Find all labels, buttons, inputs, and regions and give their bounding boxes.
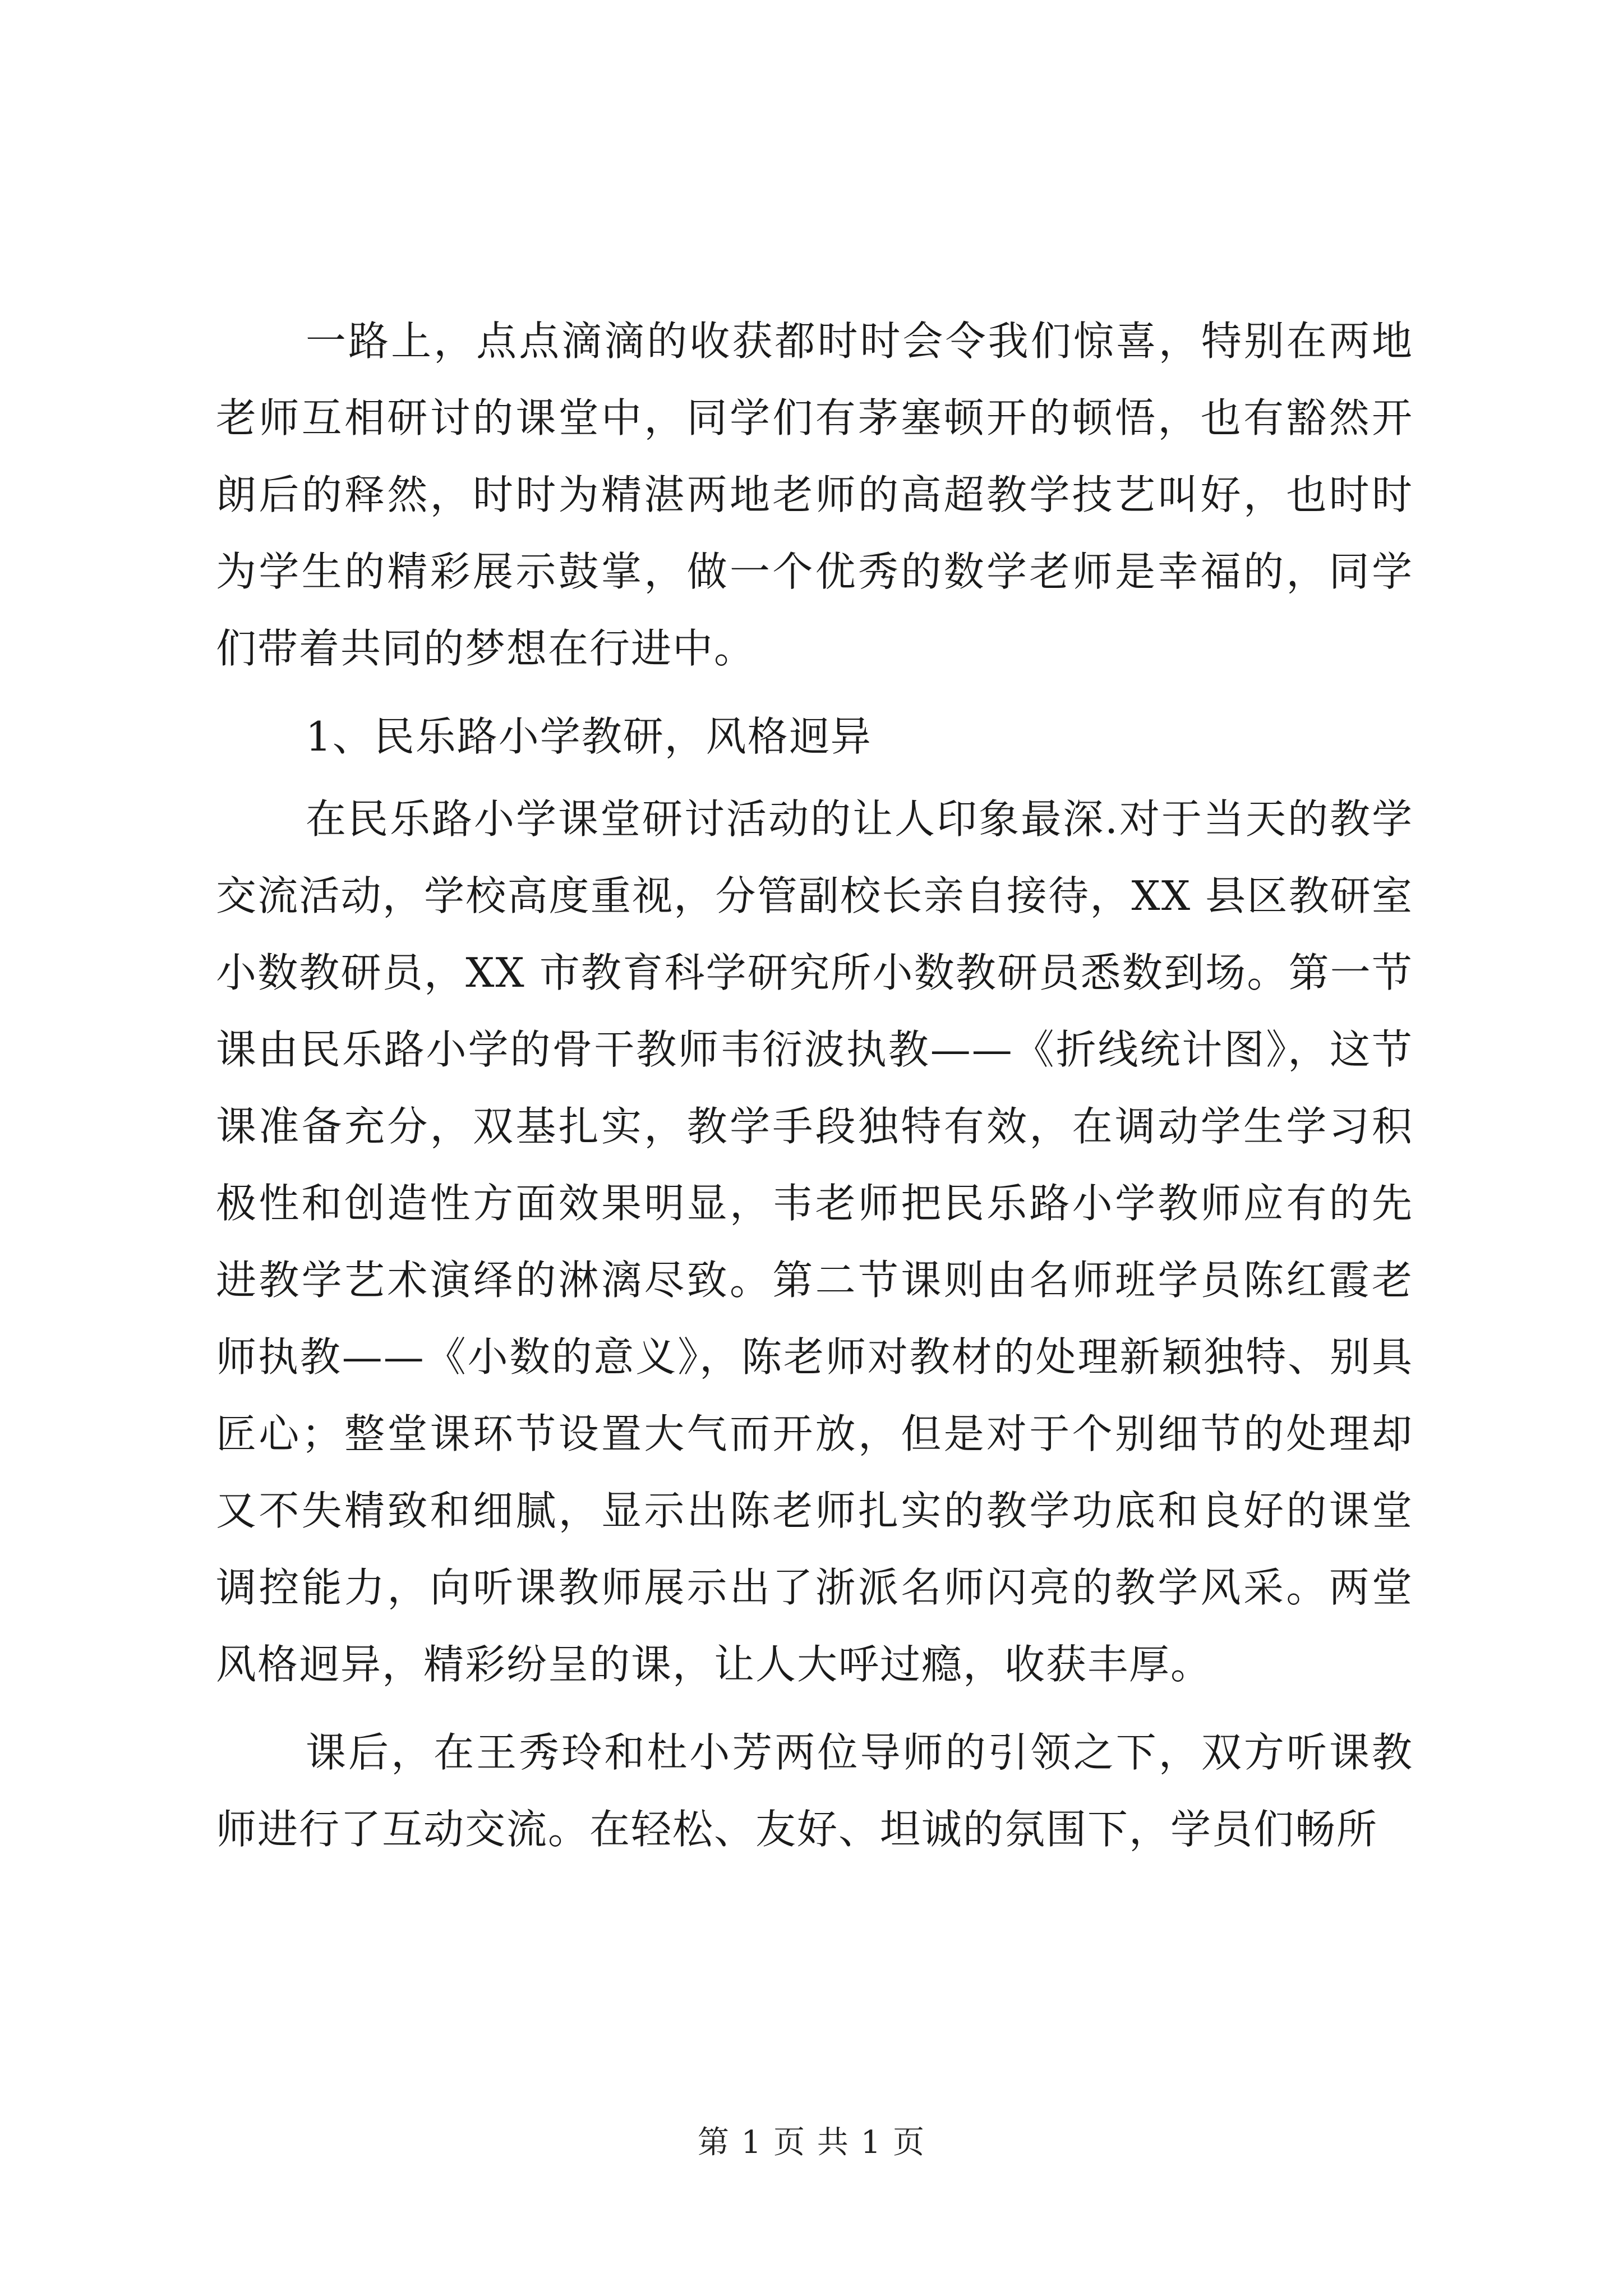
paragraph-after-class: 课后，在王秀玲和杜小芳两位导师的引领之下，双方听课教师进行了互动交流。在轻松、友好、坦诚的氛围下，学员们畅所: [216, 1729, 1413, 1853]
page-footer: 第 1 页 共 1 页: [697, 2124, 926, 2161]
document-body: [216, 303, 1413, 1879]
section-heading: 1、民乐路小学教研，风格迥异: [306, 713, 872, 760]
paragraph-minle-school: 在民乐路小学课堂研讨活动的让人印象最深.对于当天的教学交流活动，学校高度重视，分管副校长亲自接待，XX 县区教研室小数教研员，XX 市教育科学研究所小数教研员悉数到场。第一节课由民乐路小学的骨干教师韦衍波执教——《折线统计图》，这节课准备充分，双基扎实，教学手段独特有效，在调动学生学习积极性和创造性方面效果明显，韦老师把民乐路小学教师应有的先进教学艺术演绎的淋漓尽致。第二节课则由名师班学员陈红霞老师执教——《小数的意义》，陈老师对教材的处理新颖独特、别具匠心；整堂课环节设置大气而开放，但是对于个别细节的处理却又不失精致和细腻，显示出陈老师扎实的教学功底和良好的课堂调控能力，向听课教师展示出了浙派名师闪亮的教学风采。两堂风格迥异，精彩纷呈的课，让人大呼过瘾，收获丰厚。: [216, 795, 1413, 1688]
paragraph-harvest: 一路上，点点滴滴的收获都时时会令我们惊喜，特别在两地老师互相研讨的课堂中，同学们有茅塞顿开的顿悟，也有豁然开朗后的释然，时时为精湛两地老师的高超教学技艺叫好，也时时为学生的精彩展示鼓掌，做一个优秀的数学老师是幸福的，同学们带着共同的梦想在行进中。: [216, 318, 1413, 672]
